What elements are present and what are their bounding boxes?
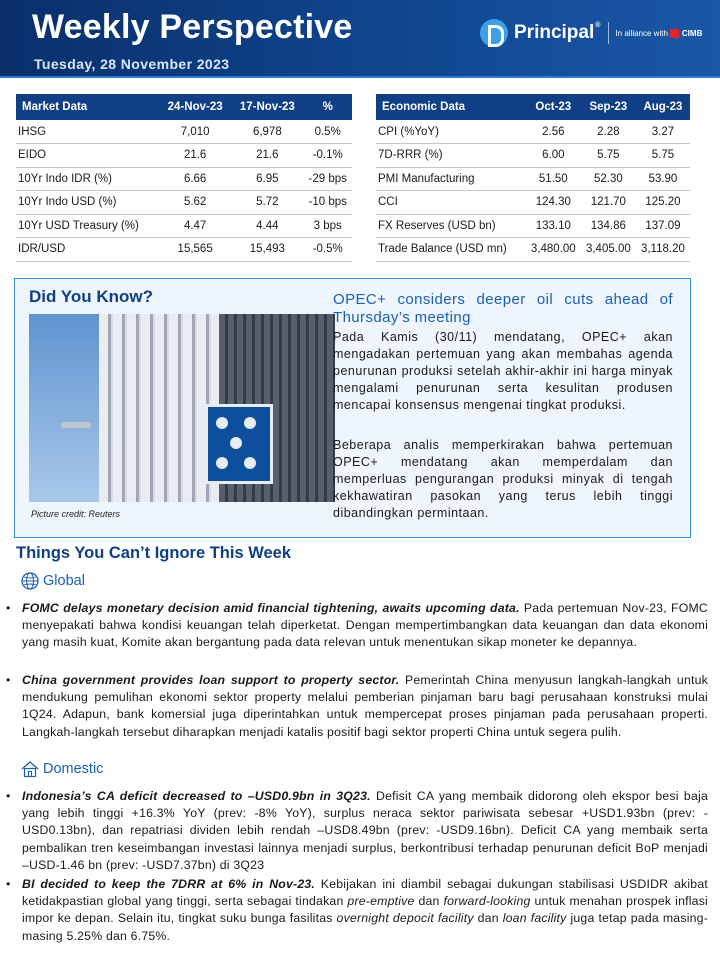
table-cell: 6.66 — [159, 167, 231, 191]
table-row — [16, 144, 352, 168]
table-cell: 5.72 — [231, 191, 303, 215]
news-title: OPEC+ considers deeper oil cuts ahead of Thursday’s meeting — [333, 291, 673, 326]
table-cell: 15,565 — [159, 238, 231, 262]
did-you-know-box — [14, 278, 691, 538]
table-cell: 3,480.00 — [526, 238, 581, 262]
table-row — [376, 238, 690, 262]
table-cell: 10Yr Indo IDR (%) — [16, 167, 159, 191]
table-row — [16, 214, 352, 238]
table-cell: 51.50 — [526, 167, 581, 191]
table-cell: 6.95 — [231, 167, 303, 191]
table-cell: 52.30 — [581, 167, 636, 191]
column-header: % — [303, 94, 352, 120]
table-cell: 133.10 — [526, 214, 581, 238]
brand-name: Principal® — [514, 22, 601, 43]
market-data-table — [16, 94, 352, 262]
table-cell: 124.30 — [526, 191, 581, 215]
table-cell: 7,010 — [159, 120, 231, 144]
table-cell: Trade Balance (USD mn) — [376, 238, 526, 262]
table-cell: EIDO — [16, 144, 159, 168]
section-title: Things You Can’t Ignore This Week — [16, 544, 292, 562]
report-header — [0, 0, 720, 78]
domestic-label: Domestic — [43, 761, 104, 777]
brand-logo — [480, 16, 702, 50]
table-cell: 7D-RRR (%) — [376, 144, 526, 168]
table-cell: 5.75 — [581, 144, 636, 168]
table-cell: 10Yr USD Treasury (%) — [16, 214, 159, 238]
news-paragraph: Beberapa analis memperkirakan bahwa pertemuan OPEC+ mendatang akan memperdalam dan memperluas pengurangan produksi minyak di tengah kekhawatiran pasokan yang terus lebih tinggi dibandingkan permintaan. — [333, 438, 673, 520]
table-row — [376, 191, 690, 215]
table-cell: 3.27 — [636, 120, 690, 144]
bullet-text: Pada pertemuan Nov-23, FOMC menyepakati bahwa kondisi keuangan telah diperketat. Dengan mempertimbangkan data keuangan dan data ekonomi yang masih kuat, Komite akan bergantung pada data relevan untuk menentukan sikap moneter ke depannya. — [22, 601, 709, 650]
table-cell: 6,978 — [231, 120, 303, 144]
header-underline — [0, 76, 720, 78]
globe-icon — [20, 571, 40, 591]
bullet-text: dan — [414, 894, 444, 909]
table-row — [376, 214, 690, 238]
report-date: Tuesday, 28 November 2023 — [34, 56, 230, 72]
bullet-marker: • — [6, 877, 11, 891]
opec-building-photo — [29, 314, 335, 502]
bullet-emphasis: forward-looking — [443, 894, 531, 909]
table-row — [16, 167, 352, 191]
table-cell: -10 bps — [303, 191, 352, 215]
bullet-text: juga tetap pada masing-masing 5.25% dan 6.75%. — [22, 911, 708, 943]
table-cell: IDR/USD — [16, 238, 159, 262]
global-subheading — [20, 571, 85, 591]
news-paragraph: Pada Kamis (30/11) mendatang, OPEC+ akan mengadakan pertemuan yang akan membahas agenda penurunan produksi setelah akhir-akhir ini harga minyak mengalami penurunan serta kesulitan produsen mencapai konsensus mengenai tingkat produksi. — [333, 330, 673, 412]
table-cell: 10Yr Indo USD (%) — [16, 191, 159, 215]
partner-name: CIMB — [681, 28, 703, 38]
column-header: Aug-23 — [636, 94, 690, 120]
table-cell: FX Reserves (USD bn) — [376, 214, 526, 238]
bullet-lead: FOMC delays monetary decision amid financial tightening, awaits upcoming data. — [22, 601, 520, 615]
bullet-marker: • — [6, 601, 11, 615]
table-cell: 4.47 — [159, 214, 231, 238]
bullet-emphasis: loan facility — [502, 911, 567, 926]
table-cell: 121.70 — [581, 191, 636, 215]
table-cell: 15,493 — [231, 238, 303, 262]
column-header: Economic Data — [376, 94, 526, 120]
table-cell: -0.1% — [303, 144, 352, 168]
table-cell: 4.44 — [231, 214, 303, 238]
table-cell: 134.86 — [581, 214, 636, 238]
table-cell: 6.00 — [526, 144, 581, 168]
table-cell: 3,405.00 — [581, 238, 636, 262]
bullet-marker: • — [6, 673, 11, 687]
list-item — [6, 876, 708, 945]
report-title: Weekly Perspective — [32, 8, 353, 46]
table-row — [376, 167, 690, 191]
column-header: 24-Nov-23 — [159, 94, 231, 120]
table-cell: 2.28 — [581, 120, 636, 144]
list-item — [6, 672, 708, 741]
economic-data-table — [376, 94, 690, 262]
bullet-lead: Indonesia’s CA deficit decreased to –USD0.9bn in 3Q23. — [22, 789, 371, 803]
photo-street-lamp — [61, 422, 91, 428]
list-item — [6, 788, 708, 874]
bullet-text: Kebijakan ini diambil sebagai dukungan stabilisasi USDIDR akibat ketidakpastian global yang tinggi, serta sebagai tindakan — [22, 877, 708, 909]
brand-divider — [608, 22, 609, 44]
table-cell: 5.75 — [636, 144, 690, 168]
table-cell: 5.62 — [159, 191, 231, 215]
column-header: Oct-23 — [526, 94, 581, 120]
table-cell: -0.5% — [303, 238, 352, 262]
table-cell: 137.09 — [636, 214, 690, 238]
opec-logo-icon — [205, 404, 273, 484]
house-icon — [20, 759, 40, 779]
domestic-subheading — [20, 759, 103, 779]
bullet-text: Defisit CA yang membaik didorong oleh ekspor besi baja yang lebih tinggi +16.3% YoY (prev: -8% YoY), surplus neraca sektor pariwisata sebesar +USD1.93bn (prev: -USD0.13bn), dan repatriasi dividen lebih rendah –USD8.49bn (prev: -USD9.16bn). Deficit CA yang membaik serta pembalikan tren keseimbangan investasi lainnya menjadi surplus, berkontribusi terhadap penurunan deficit BoP menjadi –USD-1.46 bn (prev: -USD7.37bn) di 3Q23 — [22, 789, 708, 872]
bullet-emphasis: overnight depocit facility — [336, 911, 474, 926]
bullet-marker: • — [6, 789, 11, 803]
table-cell: 3 bps — [303, 214, 352, 238]
photo-credit: Picture credit: Reuters — [31, 509, 121, 519]
global-label: Global — [43, 573, 85, 589]
table-cell: CPI (%YoY) — [376, 120, 526, 144]
table-row — [376, 144, 690, 168]
table-header-row — [376, 94, 690, 120]
table-row — [16, 120, 352, 144]
bullet-text: Pemerintah China menyusun langkah-langkah untuk mendukung pemulihan ekonomi sektor property melalui pemberian pinjaman baru bagi perusahaan konstruksi mulai 1Q24. Adapun, bank komersial juga diperintahkan untuk mempercepat proses pinjaman pada perusahaan properti. Langkah-langkah tersebut diharapkan menjadi katalis positif bagi sektor properti China untuk segera pulih. — [22, 673, 708, 739]
table-cell: CCI — [376, 191, 526, 215]
table-cell: 21.6 — [231, 144, 303, 168]
cimb-logo-icon — [670, 29, 679, 38]
table-cell: 21.6 — [159, 144, 231, 168]
column-header: Sep-23 — [581, 94, 636, 120]
table-row — [376, 120, 690, 144]
table-cell: -29 bps — [303, 167, 352, 191]
table-cell: IHSG — [16, 120, 159, 144]
bullet-lead: China government provides loan support to property sector. — [22, 673, 400, 687]
alliance-text: In alliance with — [615, 28, 668, 38]
column-header: Market Data — [16, 94, 159, 120]
bullet-text: untuk menahan prospek inflasi impor ke depan. Selain itu, tingkat suku bunga fasilitas — [22, 894, 708, 926]
list-item — [6, 600, 708, 652]
bullet-text: dan — [473, 911, 503, 926]
table-row — [16, 191, 352, 215]
table-cell: PMI Manufacturing — [376, 167, 526, 191]
column-header: 17-Nov-23 — [231, 94, 303, 120]
table-cell: 3,118.20 — [636, 238, 690, 262]
table-cell: 53.90 — [636, 167, 690, 191]
table-cell: 0.5% — [303, 120, 352, 144]
bullet-lead: BI decided to keep the 7DRR at 6% in Nov-23. — [22, 877, 316, 891]
table-cell: 2.56 — [526, 120, 581, 144]
table-cell: 125.20 — [636, 191, 690, 215]
principal-logo-icon — [480, 19, 508, 47]
did-you-know-heading: Did You Know? — [29, 287, 154, 306]
table-header-row — [16, 94, 352, 120]
bullet-emphasis: pre-emptive — [347, 894, 415, 909]
table-row — [16, 238, 352, 262]
